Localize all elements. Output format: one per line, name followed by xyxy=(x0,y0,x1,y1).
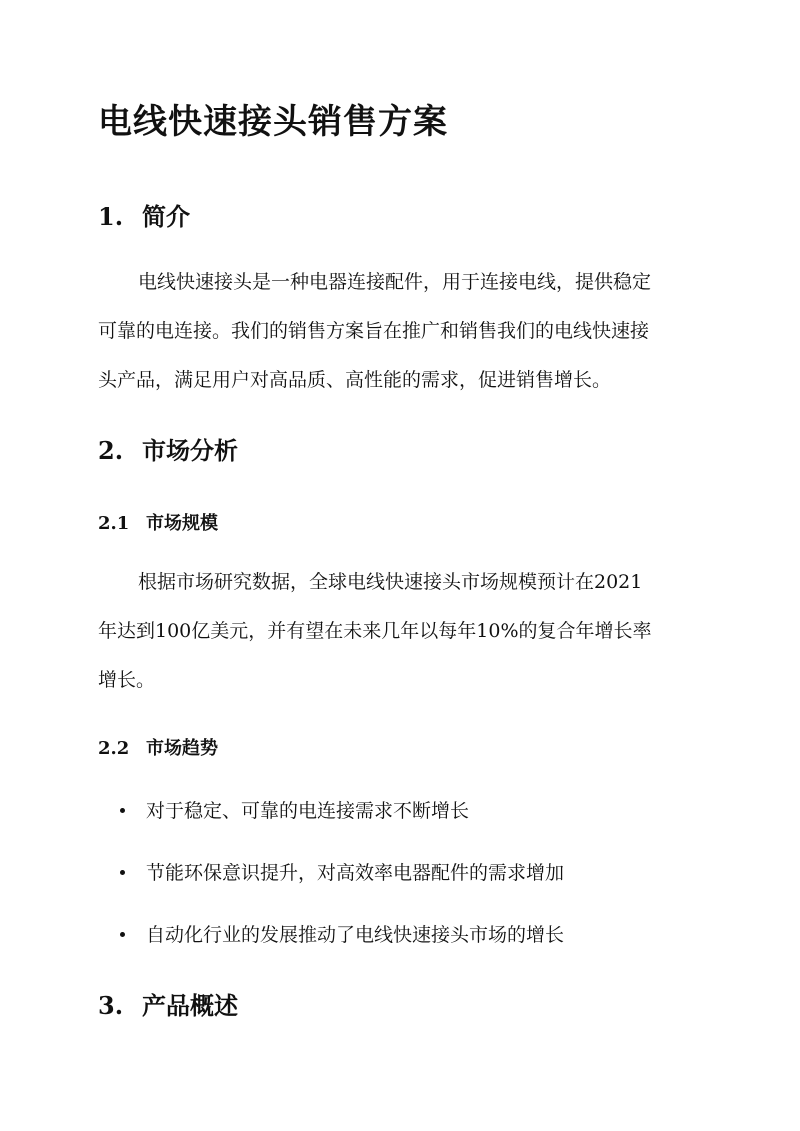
intro-paragraph xyxy=(98,258,702,405)
paragraph-line: 年达到100亿美元，并有望在未来几年以每年10%的复合年增长率 xyxy=(98,620,652,642)
section-title: 简介 xyxy=(142,202,190,231)
list-item-text: 自动化行业的发展推动了电线快速接头市场的增长 xyxy=(146,924,565,946)
bullet-icon xyxy=(120,932,125,937)
bullet-icon xyxy=(120,808,125,813)
section-heading-market-analysis xyxy=(98,431,238,466)
paragraph-line: 增长。 xyxy=(98,669,156,691)
subsection-number: 2.1 xyxy=(98,513,130,534)
section-title: 市场分析 xyxy=(142,436,238,465)
bullet-icon xyxy=(120,870,125,875)
market-size-paragraph xyxy=(98,558,702,705)
list-item-text: 节能环保意识提升，对高效率电器配件的需求增加 xyxy=(146,862,565,884)
subsection-title: 市场规模 xyxy=(146,513,218,534)
list-item-text: 对于稳定、可靠的电连接需求不断增长 xyxy=(146,800,470,822)
section-title: 产品概述 xyxy=(142,991,238,1020)
subsection-number: 2.2 xyxy=(98,738,130,759)
section-number: 3. xyxy=(98,991,124,1020)
paragraph-line: 根据市场研究数据，全球电线快速接头市场规模预计在2021 xyxy=(138,571,643,593)
document-title: 电线快速接头销售方案 xyxy=(98,102,448,142)
subsection-heading-market-size xyxy=(98,509,218,535)
section-number: 2. xyxy=(98,436,124,465)
paragraph-line: 可靠的电连接。我们的销售方案旨在推广和销售我们的电线快速接 xyxy=(98,320,650,342)
paragraph-line: 电线快速接头是一种电器连接配件，用于连接电线，提供稳定 xyxy=(138,271,652,293)
subsection-title: 市场趋势 xyxy=(146,738,218,759)
section-heading-intro xyxy=(98,197,190,232)
section-heading-product-overview xyxy=(98,986,238,1021)
paragraph-line: 头产品，满足用户对高品质、高性能的需求，促进销售增长。 xyxy=(98,369,612,391)
subsection-heading-market-trends xyxy=(98,734,218,760)
section-number: 1. xyxy=(98,202,124,231)
